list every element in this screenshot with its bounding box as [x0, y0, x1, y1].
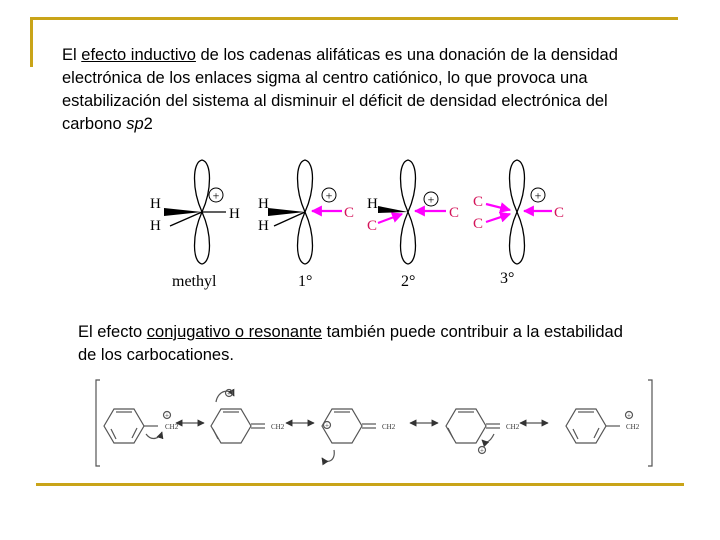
- svg-text:H: H: [229, 206, 240, 222]
- resonance-effect-paragraph: El efecto conjugativo o resonante también puede contribuir a la estabilidad de los carbocationes.: [78, 323, 623, 364]
- resonance-effect-term: conjugativo o resonante: [146, 323, 323, 341]
- svg-text:CH2: CH2: [506, 423, 520, 431]
- svg-text:+: +: [325, 421, 329, 430]
- svg-text:CH2: CH2: [626, 423, 640, 431]
- carbocation-stability-diagram: [140, 150, 590, 300]
- svg-text:H: H: [258, 196, 269, 212]
- svg-text:C: C: [473, 216, 484, 232]
- bottom-border-line: [36, 483, 684, 486]
- svg-text:CH2: CH2: [165, 423, 179, 431]
- benzene-ring-1: [104, 409, 144, 443]
- svg-text:+: +: [227, 389, 231, 398]
- svg-text:C: C: [344, 205, 355, 221]
- caption-secondary: 2°: [401, 273, 416, 290]
- caption-tertiary: 3°: [500, 270, 515, 287]
- primary-cation: [258, 160, 354, 290]
- svg-text:C: C: [554, 205, 565, 221]
- secondary-cation: [367, 160, 459, 290]
- svg-text:+: +: [325, 188, 333, 203]
- top-border-line: [30, 17, 678, 20]
- left-border-line: [30, 17, 33, 67]
- tertiary-cation: [473, 160, 564, 287]
- inductive-effect-term: efecto inductivo: [81, 46, 196, 64]
- svg-text:C: C: [473, 194, 484, 210]
- svg-text:CH2: CH2: [271, 423, 285, 431]
- svg-text:+: +: [534, 188, 542, 203]
- svg-text:C: C: [449, 205, 460, 221]
- benzene-ring-5: [566, 409, 606, 443]
- benzyl-resonance-diagram: [90, 376, 660, 470]
- caption-primary: 1°: [298, 273, 313, 290]
- inductive-effect-paragraph: El efecto inductivo de los cadenas alifáticas es una donación de la densidad electrónica de los enlaces sigma al centro catiónico, lo que provoca una estabilización del sistema al disminuir el déficit de densidad electrónica del carbono sp2: [62, 46, 618, 133]
- svg-text:+: +: [427, 192, 435, 207]
- methyl-cation: [150, 160, 240, 290]
- svg-text:CH2: CH2: [382, 423, 396, 431]
- svg-text:+: +: [165, 411, 169, 420]
- caption-methyl: methyl: [172, 273, 217, 290]
- plus-charge: +: [212, 188, 220, 203]
- ring-4: [446, 409, 486, 443]
- svg-text:H: H: [150, 196, 161, 212]
- svg-text:H: H: [258, 218, 269, 234]
- svg-text:C: C: [367, 218, 378, 234]
- svg-text:+: +: [627, 411, 631, 420]
- svg-text:H: H: [367, 196, 378, 212]
- svg-text:H: H: [150, 218, 161, 234]
- svg-text:+: +: [480, 446, 484, 455]
